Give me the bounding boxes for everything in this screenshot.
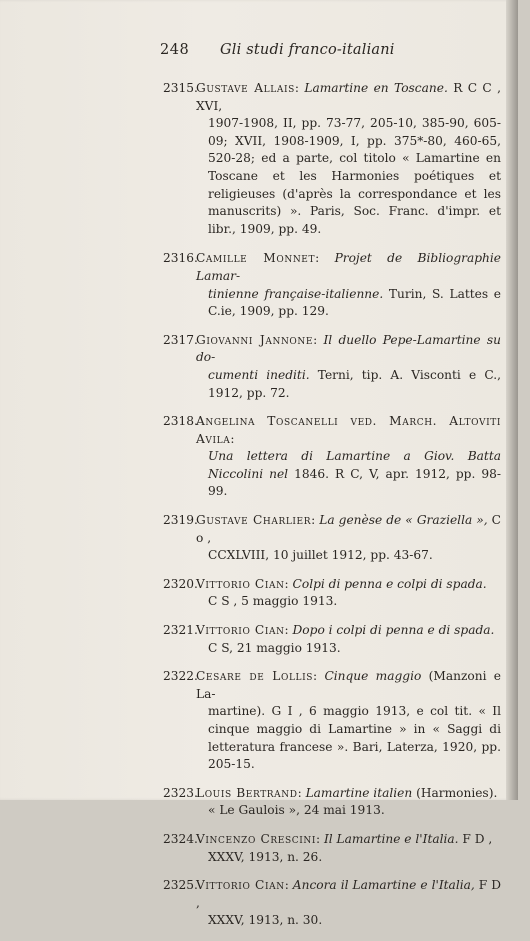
entry-title: Lamartine italien bbox=[305, 785, 413, 800]
entry-author: Cesare de Lollis bbox=[196, 669, 314, 684]
entry-citation-head: R C C , XVI, bbox=[196, 81, 502, 113]
entry-body: Giovanni Jannone: Il duello Pepe-Lamartine su do- cumenti inediti. Terni, tip. A. Visconti e C., 1912, pp. 72. bbox=[196, 332, 501, 402]
entry-number: 2325. bbox=[163, 878, 198, 893]
bibliography-entry bbox=[163, 785, 501, 820]
entry-body: Vittorio Cian: Colpi di penna e colpi di spada. C S , 5 maggio 1913. bbox=[196, 576, 501, 611]
bibliography-entry bbox=[163, 622, 501, 657]
bibliography-entry bbox=[163, 668, 501, 774]
entry-body: Louis Bertrand: Lamartine italien (Harmonies). « Le Gaulois », 24 mai 1913. bbox=[196, 785, 501, 820]
entry-citation: XXXV, 1913, n. 30. bbox=[208, 913, 323, 928]
entry-citation-text: 1846. R C, V, apr. 1912, pp. 98-99. bbox=[208, 466, 501, 499]
entry-title: Lamartine en Toscane. bbox=[304, 81, 448, 95]
entry-author: Louis Bertrand bbox=[196, 785, 298, 800]
entry-body: Vincenzo Crescini: Il Lamartine e l'Italia. F D , XXXV, 1913, n. 26. bbox=[196, 831, 501, 866]
entry-title: Cinque maggio bbox=[324, 669, 422, 684]
entry-author: Gustave Charlier bbox=[196, 513, 312, 528]
entry-citation: martine). G I , 6 maggio 1913, e col tit. « Il cinque maggio di Lamartine » in « Saggi di letteratura francese ». Bari, Laterza, 1920, pp. 205-15. bbox=[208, 704, 501, 772]
entry-number: 2322. bbox=[163, 669, 198, 684]
running-title: Gli studi franco-italiani bbox=[220, 42, 395, 58]
entry-citation-head: C o , bbox=[196, 513, 501, 545]
entry-number: 2315. bbox=[163, 81, 198, 95]
entry-body: Angelina Toscanelli ved. March. Altoviti Avila: Una lettera di Lamartine a Giov. Batta Niccolini nel 1846. R C, V, apr. 1912, pp. 98-99. bbox=[196, 413, 501, 501]
entry-number: 2317. bbox=[163, 332, 198, 347]
entry-author: Vittorio Cian bbox=[196, 878, 285, 893]
entry-title: Il duello Pepe-Lamartine su do- bbox=[196, 332, 502, 365]
entry-citation-head: F D , bbox=[196, 878, 501, 910]
entry-citation bbox=[196, 448, 501, 501]
entry-title: Projet de Bibliographie Lamar- bbox=[196, 251, 502, 283]
bibliography-entry bbox=[163, 831, 501, 866]
entry-citation bbox=[196, 286, 501, 321]
entry-number: 2323. bbox=[163, 785, 198, 800]
entry-citation: CCXLVIII, 10 juillet 1912, pp. 43-67. bbox=[208, 548, 433, 563]
entry-citation: C S, 21 maggio 1913. bbox=[208, 640, 341, 655]
entry-title: Il Lamartine e l'Italia. bbox=[323, 831, 459, 846]
entry-body: Gustave Allais: Lamartine en Toscane. R C C , XVI, 1907-1908, II, pp. 73-77, 205-10, 385-90, 605-09; XVII, 1908-1909, I, pp. 375*-80, 460-65, 520-28; ed a parte, col titolo « Lamartine en Toscane et les Harmonies poétiques et religieuses (d'après la correspondance et les manuscrits) ». Paris, Soc. Franc. d'impr. et libr., 1909, pp. 49. bbox=[196, 80, 501, 238]
entry-author: Vincenzo Crescini bbox=[196, 831, 316, 846]
entry-title: Ancora il Lamartine e l'Italia, bbox=[292, 878, 475, 893]
bibliography-entry bbox=[163, 512, 501, 565]
entry-author: Giovanni Jannone bbox=[196, 332, 314, 347]
bibliography-entry bbox=[163, 413, 501, 501]
entry-body: Gustave Charlier: La genèse de « Graziella », C o , CCXLVIII, 10 juillet 1912, pp. 43-67. bbox=[196, 512, 501, 565]
entry-citation-text: Turin, S. Lattes e C.ie, 1909, pp. 129. bbox=[208, 286, 501, 319]
page-number: 248 bbox=[160, 42, 190, 58]
entry-title-cont: tinienne française-italienne. bbox=[208, 286, 384, 301]
entry-number: 2321. bbox=[163, 623, 198, 638]
entry-title-cont: cumenti inediti. bbox=[208, 367, 310, 382]
entry-author: Camille Monnet bbox=[196, 251, 316, 266]
entry-title: La genèse de « Graziella », bbox=[319, 513, 488, 528]
bibliography-list bbox=[163, 80, 501, 941]
entry-body: Vittorio Cian: Dopo i colpi di penna e di spada. C S, 21 maggio 1913. bbox=[196, 622, 501, 657]
entry-citation: C S , 5 maggio 1913. bbox=[208, 594, 338, 609]
entry-body: Cesare de Lollis: Cinque maggio (Manzoni e La- martine). G I , 6 maggio 1913, e col tit. « Il cinque maggio di Lamartine » in « Saggi di letteratura francese ». Bari, Laterza, 1920, pp. 205-15. bbox=[196, 668, 501, 774]
entry-citation-head: (Harmonies). bbox=[412, 785, 498, 800]
entry-author: Angelina Toscanelli ved. March. Altoviti Avila bbox=[196, 414, 501, 446]
entry-number: 2324. bbox=[163, 831, 198, 846]
entry-body: Camille Monnet: Projet de Bibliographie Lamar- tinienne française-italienne. Turin, S. Lattes e C.ie, 1909, pp. 129. bbox=[196, 250, 501, 320]
entry-citation-head: (Manzoni e La- bbox=[196, 669, 501, 701]
entry-number: 2320. bbox=[163, 576, 198, 591]
bibliography-entry bbox=[163, 80, 501, 238]
entry-number: 2316. bbox=[163, 251, 198, 266]
entry-title: Dopo i colpi di penna e di spada. bbox=[292, 623, 495, 638]
book-spine-shadow bbox=[506, 0, 518, 800]
entry-author: Vittorio Cian bbox=[196, 623, 285, 638]
entry-number: 2319. bbox=[163, 513, 198, 528]
entry-citation bbox=[196, 367, 501, 402]
bibliography-entry bbox=[163, 250, 501, 320]
entry-citation-text: Terni, tip. A. Visconti e C., 1912, pp. 72. bbox=[208, 367, 501, 400]
entry-body: Vittorio Cian: Ancora il Lamartine e l'Italia, F D , XXXV, 1913, n. 30. bbox=[196, 877, 501, 930]
entry-author: Gustave Allais bbox=[196, 81, 295, 95]
entry-number: 2318. bbox=[163, 414, 198, 429]
entry-citation: « Le Gaulois », 24 mai 1913. bbox=[208, 803, 385, 818]
entry-citation: 1907-1908, II, pp. 73-77, 205-10, 385-90, 605-09; XVII, 1908-1909, I, pp. 375*-80, 460-65, 520-28; ed a parte, col titolo « Lamartine en Toscane et les Harmonies poétiques et religieuses (d'après la correspondance et les manuscrits) ». Paris, Soc. Franc. d'impr. et libr., 1909, pp. 49. bbox=[208, 116, 501, 236]
entry-citation: XXXV, 1913, n. 26. bbox=[208, 849, 323, 864]
bibliography-entry bbox=[163, 332, 501, 402]
entry-citation-head: F D , bbox=[458, 831, 493, 846]
bibliography-entry bbox=[163, 576, 501, 611]
bibliography-entry bbox=[163, 877, 501, 930]
page-header bbox=[160, 42, 460, 58]
entry-author: Vittorio Cian bbox=[196, 576, 285, 591]
entry-title: Colpi di penna e colpi di spada. bbox=[292, 576, 487, 591]
entry-title-cont: Una lettera di Lamartine a Giov. Batta Niccolini nel bbox=[208, 449, 501, 481]
